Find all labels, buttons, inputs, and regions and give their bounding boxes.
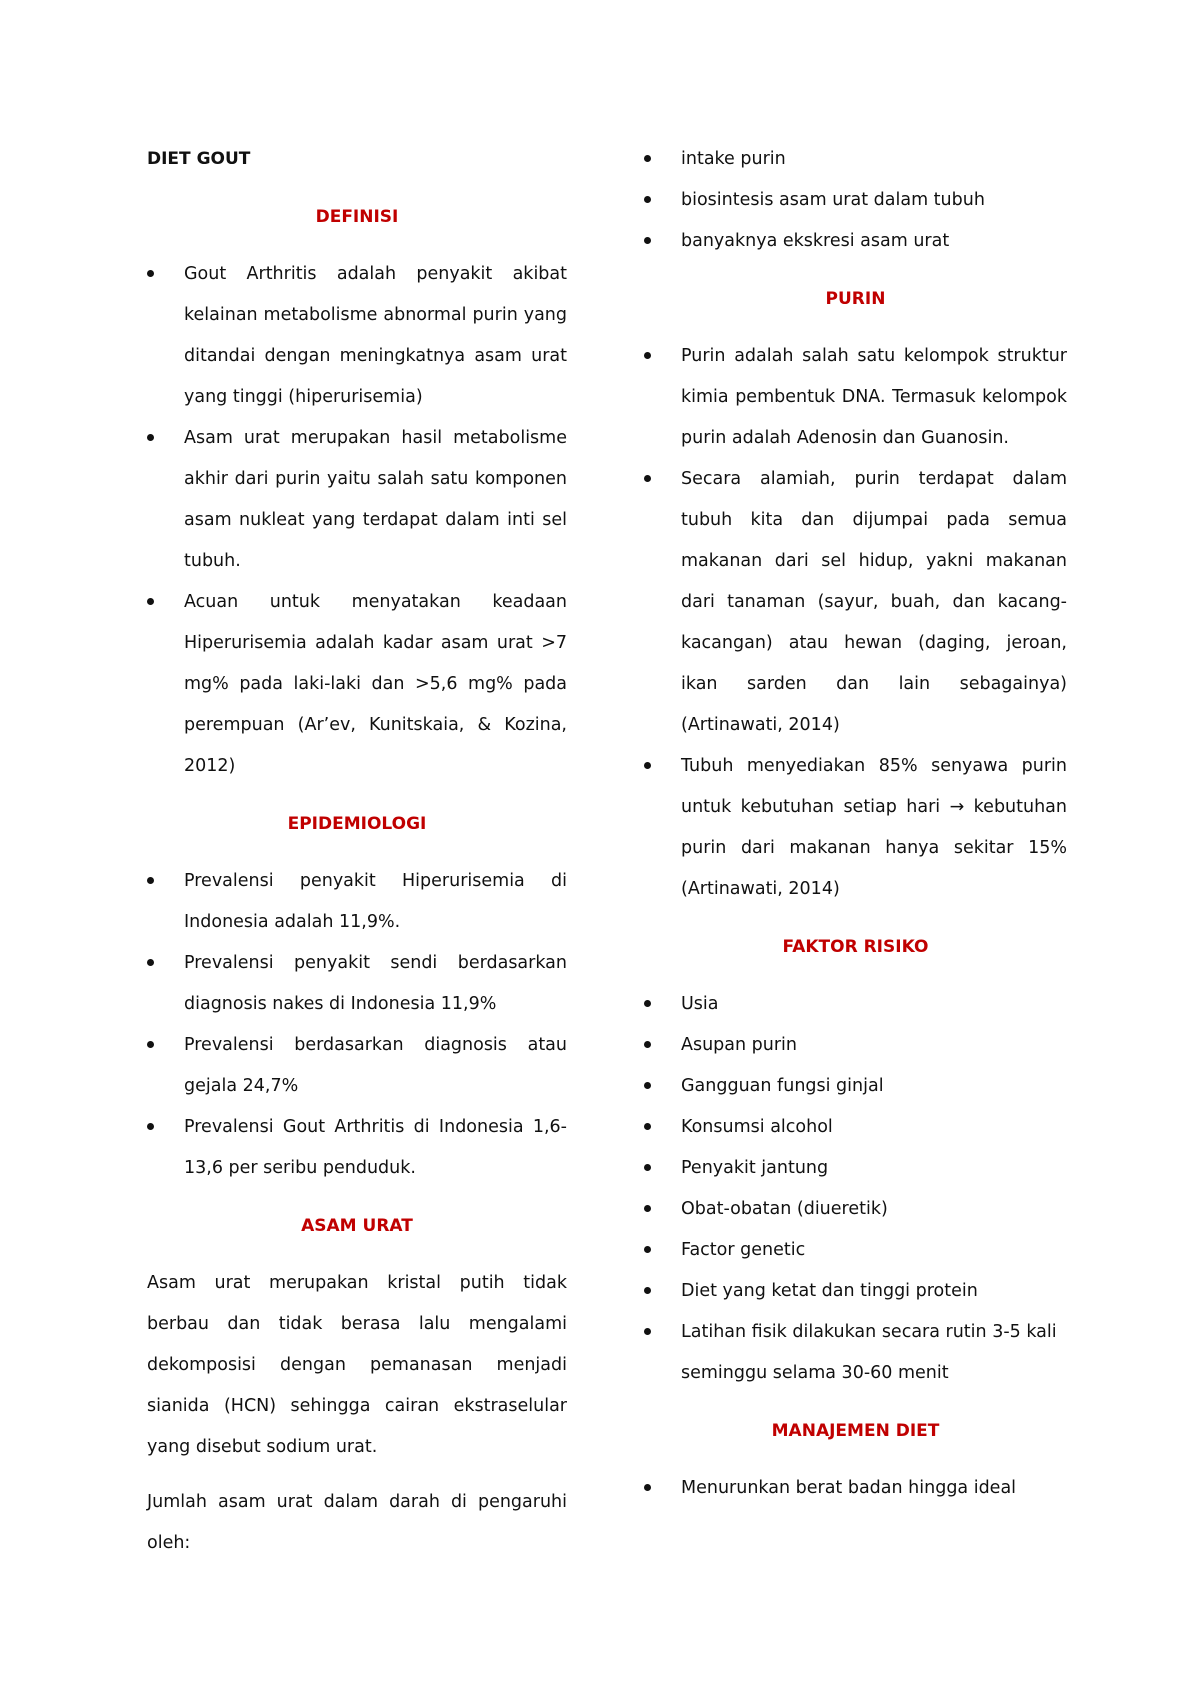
list-item: Secara alamiah, purin terdapat dalam tubuh kita dan dijumpai pada semua makanan dari sel hidup, yakni makanan dari tanaman (sayur, buah, dan kacang-kacangan) atau hewan (daging, jeroan, ikan sarden dan lain sebagainya) (Artinawati, 2014) (644, 459, 1067, 746)
list-item: Asam urat merupakan hasil metabolisme akhir dari purin yaitu salah satu komponen asam nukleat yang terdapat dalam inti sel tubuh. (147, 418, 567, 582)
manajemen-diet-list (644, 1468, 1067, 1509)
list-item: Gangguan fungsi ginjal (644, 1066, 1067, 1107)
heading-manajemen-diet: MANAJEMEN DIET (771, 1421, 940, 1441)
asam-urat-paragraph: Jumlah asam urat dalam darah di pengaruhi oleh: (147, 1492, 567, 1553)
list-item: Tubuh menyediakan 85% senyawa purin untuk kebutuhan setiap hari → kebutuhan purin dari makanan hanya sekitar 15% (Artinawati, 2014) (644, 746, 1067, 910)
list-item: banyaknya ekskresi asam urat (644, 221, 1067, 262)
list-item: Konsumsi alcohol (644, 1107, 1067, 1148)
heading-definisi: DEFINISI (315, 207, 399, 227)
list-item: Latihan fisik dilakukan secara rutin 3-5 kali seminggu selama 30-60 menit (644, 1312, 1067, 1394)
heading-faktor-risiko: FAKTOR RISIKO (782, 937, 929, 957)
list-item: biosintesis asam urat dalam tubuh (644, 180, 1067, 221)
asam-urat-paragraph: Asam urat merupakan kristal putih tidak berbau dan tidak berasa lalu mengalami dekomposisi dengan pemanasan menjadi sianida (HCN) sehingga cairan ekstraselular yang disebut sodium urat. (147, 1273, 567, 1457)
heading-asam-urat: ASAM URAT (301, 1216, 413, 1236)
epidemiologi-list (147, 861, 567, 1189)
list-item: Acuan untuk menyatakan keadaan Hiperurisemia adalah kadar asam urat >7 mg% pada laki-laki dan >5,6 mg% pada perempuan (Ar’ev, Kunitskaia, & Kozina, 2012) (147, 582, 567, 787)
list-item: Factor genetic (644, 1230, 1067, 1271)
document-title: DIET GOUT (147, 149, 251, 169)
influences-list (644, 139, 1067, 262)
list-item: Prevalensi penyakit sendi berdasarkan diagnosis nakes di Indonesia 11,9% (147, 943, 567, 1025)
list-item: Prevalensi Gout Arthritis di Indonesia 1,6-13,6 per seribu penduduk. (147, 1107, 567, 1189)
faktor-risiko-list (644, 984, 1067, 1394)
right-column (644, 139, 1067, 1509)
list-item: Usia (644, 984, 1067, 1025)
list-item: Prevalensi berdasarkan diagnosis atau gejala 24,7% (147, 1025, 567, 1107)
list-item: Purin adalah salah satu kelompok struktur kimia pembentuk DNA. Termasuk kelompok purin adalah Adenosin dan Guanosin. (644, 336, 1067, 459)
heading-epidemiologi: EPIDEMIOLOGI (287, 814, 427, 834)
list-item: Obat-obatan (diueretik) (644, 1189, 1067, 1230)
purin-list (644, 336, 1067, 910)
list-item: Prevalensi penyakit Hiperurisemia di Indonesia adalah 11,9%. (147, 861, 567, 943)
list-item: Diet yang ketat dan tinggi protein (644, 1271, 1067, 1312)
list-item: Asupan purin (644, 1025, 1067, 1066)
list-item: Gout Arthritis adalah penyakit akibat kelainan metabolisme abnormal purin yang ditandai dengan meningkatnya asam urat yang tinggi (hiperurisemia) (147, 254, 567, 418)
list-item: Menurunkan berat badan hingga ideal (644, 1468, 1067, 1509)
left-column (147, 139, 567, 1578)
list-item: Penyakit jantung (644, 1148, 1067, 1189)
definisi-list (147, 254, 567, 787)
heading-purin: PURIN (825, 289, 886, 309)
list-item: intake purin (644, 139, 1067, 180)
